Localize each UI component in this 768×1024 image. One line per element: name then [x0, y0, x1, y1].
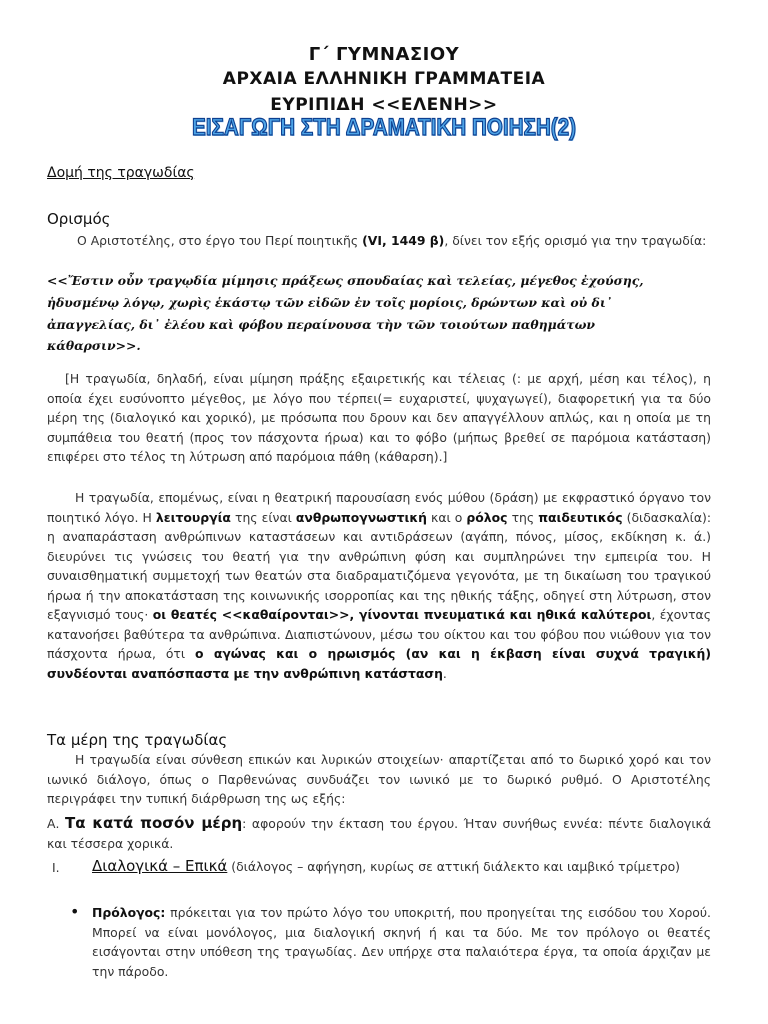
- structure-heading: Δομή της τραγωδίας: [47, 165, 195, 181]
- subject-title: ΑΡΧΑΙΑ ΕΛΛΗΝΙΚΗ ΓΡΑΜΜΑΤΕΙΑ: [222, 69, 546, 89]
- dialogue-title: Διαλογικά – Επικά: [92, 857, 228, 875]
- prologue-title: Πρόλογος:: [92, 905, 166, 920]
- quantitative-parts: [47, 814, 711, 853]
- parts-heading: Τα μέρη της τραγωδίας: [47, 731, 228, 749]
- dialogue-text: (διάλογος – αφήγηση, κυρίως σε αττική διάλεκτο και ιαμβικό τρίμετρο): [227, 859, 681, 874]
- definition-heading: Ορισμός: [47, 210, 111, 228]
- prologue-text: πρόκειται για τον πρώτο λόγο του υποκριτή, που προηγείται της εισόδου του Χορού. Μπορεί να είναι μονόλογος, μια διαλογική σκηνή ή και τα δύο. Με τον πρόλογο οι θεατές εισάγονται στην υπόθεση της τραγωδίας. Δεν υπήρχε στα παλαιότερα έργα, τα οποία άρχιζαν με την πάροδο.: [92, 905, 711, 979]
- bold-span: ο αγώνας και ο ηρωισμός (αν και η έκβαση είναι συχνά τραγική) συνδέονται αναπόσπαστα με την ανθρώπινη κατάσταση: [47, 646, 711, 681]
- list-marker: Α.: [47, 816, 65, 831]
- bold-span: παιδευτικός: [538, 509, 623, 525]
- text-span: (διδασκαλία): η αναπαράσταση ανθρώπινων καταστάσεων και αντιδράσεων (αγάπη, πόνος, μίσος, εκδίκηση κ. ά.) διευρύνει τις γνώσεις του θεατή για την ανθρώπινη φύση και συμπληρώνει την εμπειρία του. Η συναισθηματική συμμετοχή των θεατών στα διαδραματιζόμενα γεγονότα, με τη δικαίωση του τραγικού ήρωα ή την αποκατάσταση της κοινωνικής ισορροπίας και της ηθικής τάξης, οδηγεί στη λύτρωση, στον εξαγνισμό τους·: [47, 509, 711, 622]
- text-span: , έχοντας κατανοήσει βαθύτερα τα ανθρώπινα. Διαπιστώνουν, μέσω του οίκτου και του φόβου που νιώθουν για τον πάσχοντα ήρωα, ότι: [47, 607, 711, 661]
- bold-span: λειτουργία: [155, 509, 231, 525]
- text-span: και ο: [426, 509, 467, 525]
- text-span: της: [507, 509, 539, 525]
- class-title: Γ΄ ΓΥΜΝΑΣΙΟΥ: [308, 44, 460, 65]
- ancient-quote-line-1: <<Ἔστιν οὖν τραγῳδία μίμησις πράξεως σπουδαίας καὶ τελείας, μέγεθος ἐχούσης,: [47, 273, 644, 288]
- bold-span: ανθρωπογνωστική: [295, 509, 427, 525]
- parts-intro: Η τραγωδία είναι σύνθεση επικών και λυρικών στοιχείων· απαρτίζεται από το δωρικό χορό και τον ιωνικό διάλογο, όπως ο Παρθενώνας συνδυάζει τον ιωνικό με το δωρικό ρυθμό. Ο Αριστοτέλης περιγράφει την τυπική διάρθρωση της ως εξής:: [47, 752, 711, 806]
- roman-numeral: I.: [52, 860, 60, 875]
- intro-text-end: , δίνει τον εξής ορισμό για την τραγωδία:: [444, 233, 707, 248]
- text-span: Η τραγωδία, επομένως, είναι η θεατρική παρουσίαση ενός μύθου (δράση) με εκφραστικό όργανο τον ποιητικό λόγο. Η: [47, 490, 711, 525]
- ancient-quote-line-4: κάθαρσιν>>.: [47, 338, 141, 353]
- quantitative-text: : αφορούν την έκταση του έργου. Ήταν συνήθως εννέα: πέντε διαλογικά και τέσσερα χορικά.: [47, 816, 711, 851]
- bold-span: οι θεατές <<καθαίρονται>>, γίνονται πνευματικά και ηθικά καλύτεροι: [152, 607, 652, 622]
- text-span: της είναι: [230, 509, 296, 525]
- quantitative-title: Τα κατά ποσόν μέρη: [65, 814, 243, 832]
- ancient-quote-line-2: ἡδυσμένῳ λόγῳ, χωρὶς ἑκάστῳ τῶν εἰδῶν ἐν τοῖς μορίοις, δρώντων καὶ οὐ δι᾿: [47, 295, 613, 310]
- definition-intro: [47, 231, 711, 251]
- translation-paragraph: [Η τραγωδία, δηλαδή, είναι μίμηση πράξης εξαιρετικής και τέλειας (: με αρχή, μέση και τέλος), η οποία έχει ευσύνοπτο μέγεθος, με λόγο που τέρπει(= ευχαριστεί, ψυχαγωγεί), διαφορετική για τα δύο μέρη της (διαλογικό και χορικό), με πρόσωπα που δρουν και δεν απαγγέλλουν απλώς, και η οποία με τη συμπάθεια του θεατή (προς τον πάσχοντα ήρωα) και το φόβο (μήπως βρεθεί σε παρόμοια κατάσταση) επιφέρει στο τέλος τη λύτρωση από παρόμοια πάθη (κάθαρση).]: [47, 371, 711, 464]
- text-span: .: [442, 665, 447, 681]
- dialogue-parts: [92, 857, 711, 877]
- ancient-quote-line-3: ἀπαγγελίας, δι᾿ ἐλέου καὶ φόβου περαίνουσα τὴν τῶν τοιούτων παθημάτων: [47, 317, 595, 332]
- prologue-item: [92, 903, 711, 981]
- function-paragraph: [47, 488, 711, 683]
- work-title: ΕΥΡΙΠΙΔΗ <<ΕΛΕΝΗ>>: [270, 95, 498, 115]
- bold-span: ρόλος: [466, 509, 508, 525]
- banner-title: ΕΙΣΑΓΩΓΗ ΣΤΗ ΔΡΑΜΑΤΙΚΗ ΠΟΙΗΣΗ(2): [191, 114, 577, 141]
- intro-text: Ο Αριστοτέλης, στο έργο του Περί ποιητικῆς: [77, 233, 363, 248]
- intro-reference: (VI, 1449 β): [362, 233, 445, 248]
- bullet-icon: •: [70, 902, 80, 921]
